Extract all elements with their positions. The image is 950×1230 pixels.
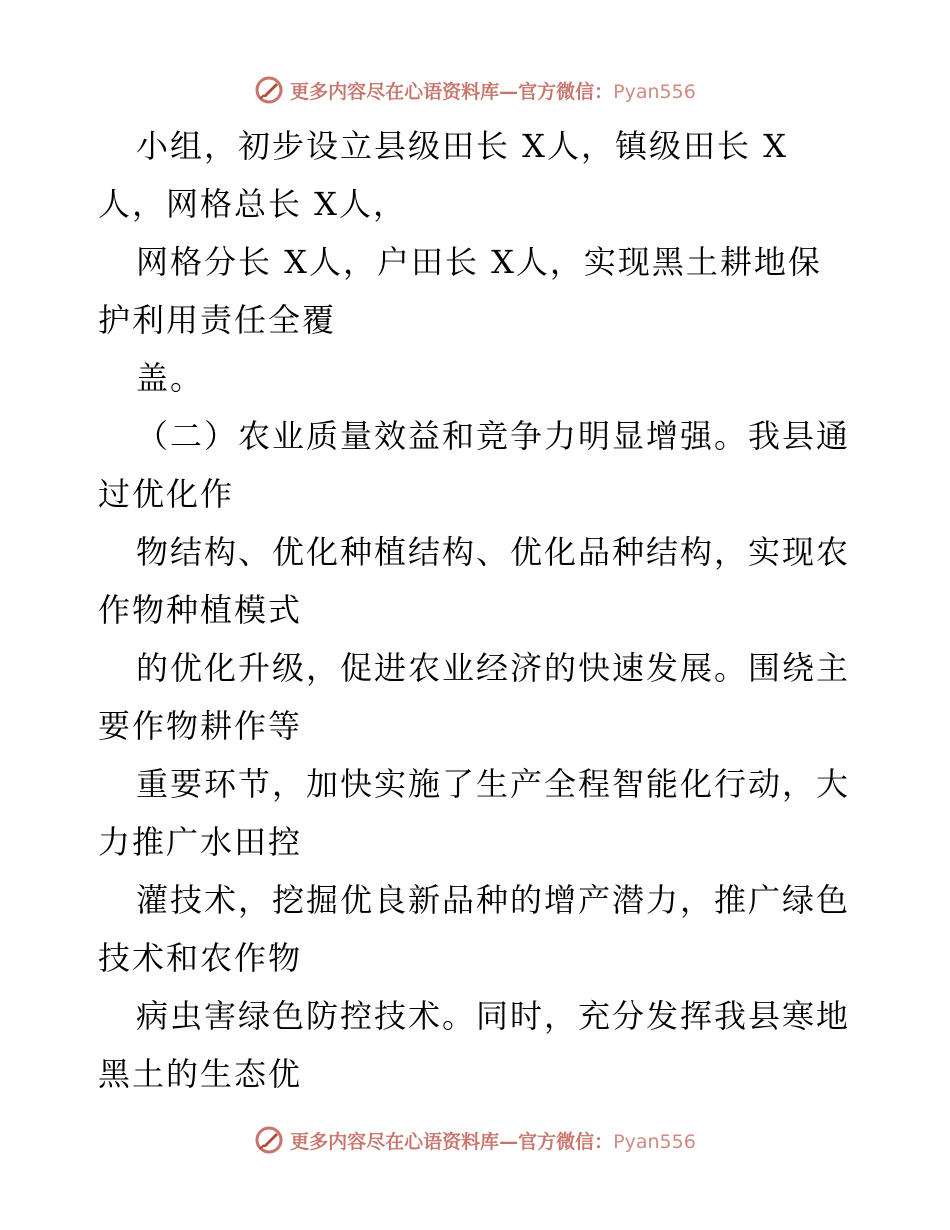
header-banner-wechat-id: Pyan556 (613, 80, 696, 103)
body-line: 要作物耕作等 (98, 707, 303, 745)
body-line: 人，网格总长 X人， (98, 185, 407, 223)
body-line: 网格分长 X人，户田长 X人，实现黑土耕地保 (136, 243, 822, 281)
body-line: 护利用责任全覆 (98, 301, 337, 339)
footer-banner-wechat-id: Pyan556 (613, 1130, 696, 1153)
footer-banner-text (290, 1127, 696, 1154)
body-line: 作物种植模式 (98, 591, 303, 629)
body-line: 盖。 (136, 359, 205, 397)
header-banner-cn: 更多内容尽在心语资料库—官方微信： (290, 80, 614, 103)
body-line: 技术和农作物 (98, 939, 303, 977)
body-line: 黑土的生态优 (98, 1055, 303, 1093)
header-banner-text (290, 77, 696, 104)
body-line: 过优化作 (98, 475, 235, 513)
footer-banner (0, 1122, 950, 1158)
body-line: （二）农业质量效益和竞争力明显增强。我县通 (136, 417, 851, 455)
body-line: 的优化升级，促进农业经济的快速发展。围绕主 (136, 649, 851, 687)
footer-banner-cn: 更多内容尽在心语资料库—官方微信： (290, 1130, 614, 1153)
feather-pen-logo-icon (254, 1125, 284, 1155)
body-line: 重要环节，加快实施了生产全程智能化行动，大 (136, 765, 851, 803)
header-banner (0, 72, 950, 108)
body-line: 物结构、优化种植结构、优化品种结构，实现农 (136, 533, 851, 571)
body-line: 灌技术，挖掘优良新品种的增产潜力，推广绿色 (136, 881, 851, 919)
body-line: 力推广水田控 (98, 823, 303, 861)
body-line: 小组，初步设立县级田长 X人，镇级田长 X (136, 127, 788, 165)
body-line: 病虫害绿色防控技术。同时，充分发挥我县寒地 (136, 997, 851, 1035)
feather-pen-logo-icon (254, 75, 284, 105)
